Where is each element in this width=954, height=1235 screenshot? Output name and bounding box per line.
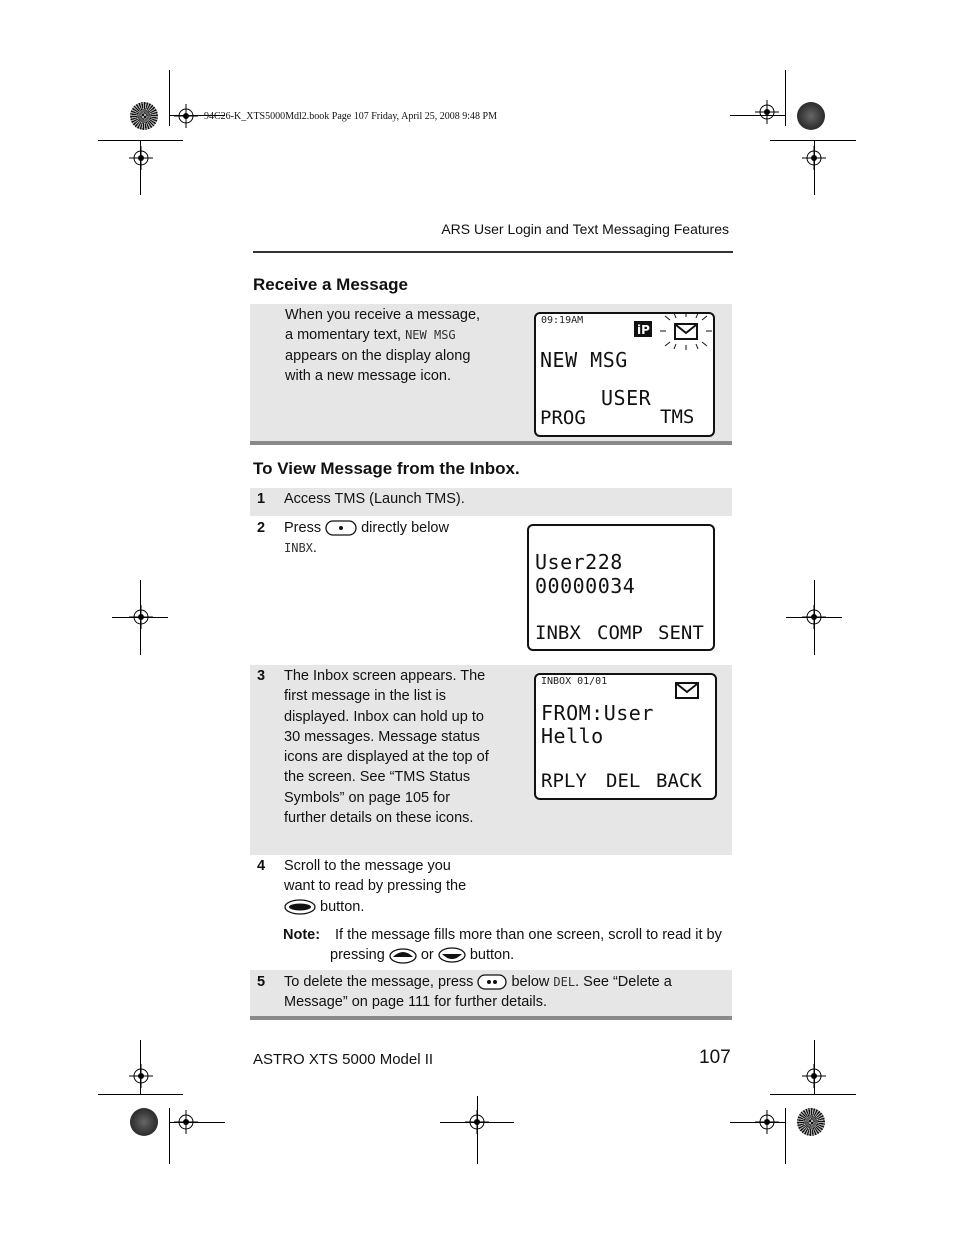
band-rule — [250, 441, 732, 445]
step-number: 5 — [257, 974, 266, 990]
step4-text: Scroll to the message you want to read by pressing the button. — [284, 858, 467, 915]
band-rule — [250, 1016, 732, 1020]
registration-starburst — [797, 1108, 825, 1136]
registration-target — [802, 1064, 826, 1088]
step3-text: The Inbox screen appears. The first message in the list is displayed. Inbox can hold up to 30 messages. Message status icons are displayed at the top of the screen. See “TMS Status Symbols” on page 105 for further details on these icons. — [284, 668, 489, 827]
registration-target — [755, 1110, 779, 1134]
display-time: 09:19AM — [541, 315, 584, 326]
display-line-number: 00000034 — [535, 574, 636, 598]
step-number: 4 — [257, 858, 266, 874]
softkey-sent[interactable]: SENT — [658, 622, 704, 644]
registration-starburst — [797, 102, 825, 130]
print-header: 94C26-K_XTS5000Mdl2.book Page 107 Friday, April 25, 2008 9:48 PM — [204, 111, 497, 122]
softkey-del[interactable]: DEL — [606, 770, 641, 792]
receive-description: When you receive a message, a momentary text, NEW MSG appears on the display along with a new message icon. — [285, 307, 481, 384]
four-way-navigation-button-icon — [284, 899, 316, 915]
navigation-up-button-icon — [389, 947, 417, 964]
step-number: 1 — [257, 491, 266, 507]
svg-text:iP: iP — [637, 323, 650, 337]
display-inbox — [534, 673, 717, 800]
section-title-receive: Receive a Message — [253, 275, 408, 294]
softkey-tms[interactable]: TMS — [660, 406, 695, 428]
softkey-inbx[interactable]: INBX — [535, 622, 581, 644]
registration-target — [802, 605, 826, 629]
display-line-user: USER — [601, 386, 652, 410]
step-number: 3 — [257, 668, 266, 684]
registration-starburst — [130, 102, 158, 130]
softkey-prog[interactable]: PROG — [540, 407, 586, 429]
softkey-comp[interactable]: COMP — [597, 622, 643, 644]
note-label: Note: — [283, 927, 321, 943]
flashing-envelope-icon — [660, 312, 712, 350]
softkey-rply[interactable]: RPLY — [541, 770, 587, 792]
step1-text: Access TMS (Launch TMS). — [284, 491, 465, 507]
registration-target — [129, 146, 153, 170]
display-line-user228: User228 — [535, 550, 623, 574]
display-inbox-header: INBOX 01/01 — [541, 676, 608, 687]
registration-target — [755, 100, 779, 124]
right-softkey-button-icon — [477, 974, 507, 990]
section-title-view-inbox: To View Message from the Inbox. — [253, 459, 520, 478]
center-softkey-button-icon — [325, 520, 357, 536]
display-line-message: Hello — [541, 724, 604, 748]
display-receive — [534, 312, 715, 437]
ip-icon — [634, 321, 652, 337]
inline-code-inbx: INBX — [284, 541, 313, 556]
header-rule — [253, 251, 733, 253]
registration-target — [174, 104, 198, 128]
step2-text: Press directly below INBX. — [284, 520, 449, 557]
registration-starburst — [130, 1108, 158, 1136]
step-number: 2 — [257, 520, 266, 536]
softkey-back[interactable]: BACK — [656, 770, 702, 792]
envelope-icon — [675, 682, 699, 699]
display-line-from: FROM:User — [541, 701, 654, 725]
registration-target — [129, 1064, 153, 1088]
note-text: If the message fills more than one screen, scroll to read it by pressing or button. — [330, 927, 722, 964]
running-header: ARS User Login and Text Messaging Features — [441, 221, 729, 237]
navigation-down-button-icon — [438, 947, 466, 964]
registration-target — [174, 1110, 198, 1134]
registration-target — [465, 1110, 489, 1134]
step5-text: To delete the message, press below DEL. See “Delete a Message” on page 111 for further details. — [284, 974, 672, 1011]
registration-target — [802, 146, 826, 170]
display-line-new-msg: NEW MSG — [540, 348, 628, 372]
footer-product: ASTRO XTS 5000 Model II — [253, 1051, 434, 1068]
page-number: 107 — [699, 1047, 731, 1068]
display-tms-main — [527, 524, 715, 651]
inline-code-new-msg: NEW MSG — [405, 328, 456, 343]
inline-code-del: DEL — [553, 975, 576, 989]
registration-target — [129, 605, 153, 629]
